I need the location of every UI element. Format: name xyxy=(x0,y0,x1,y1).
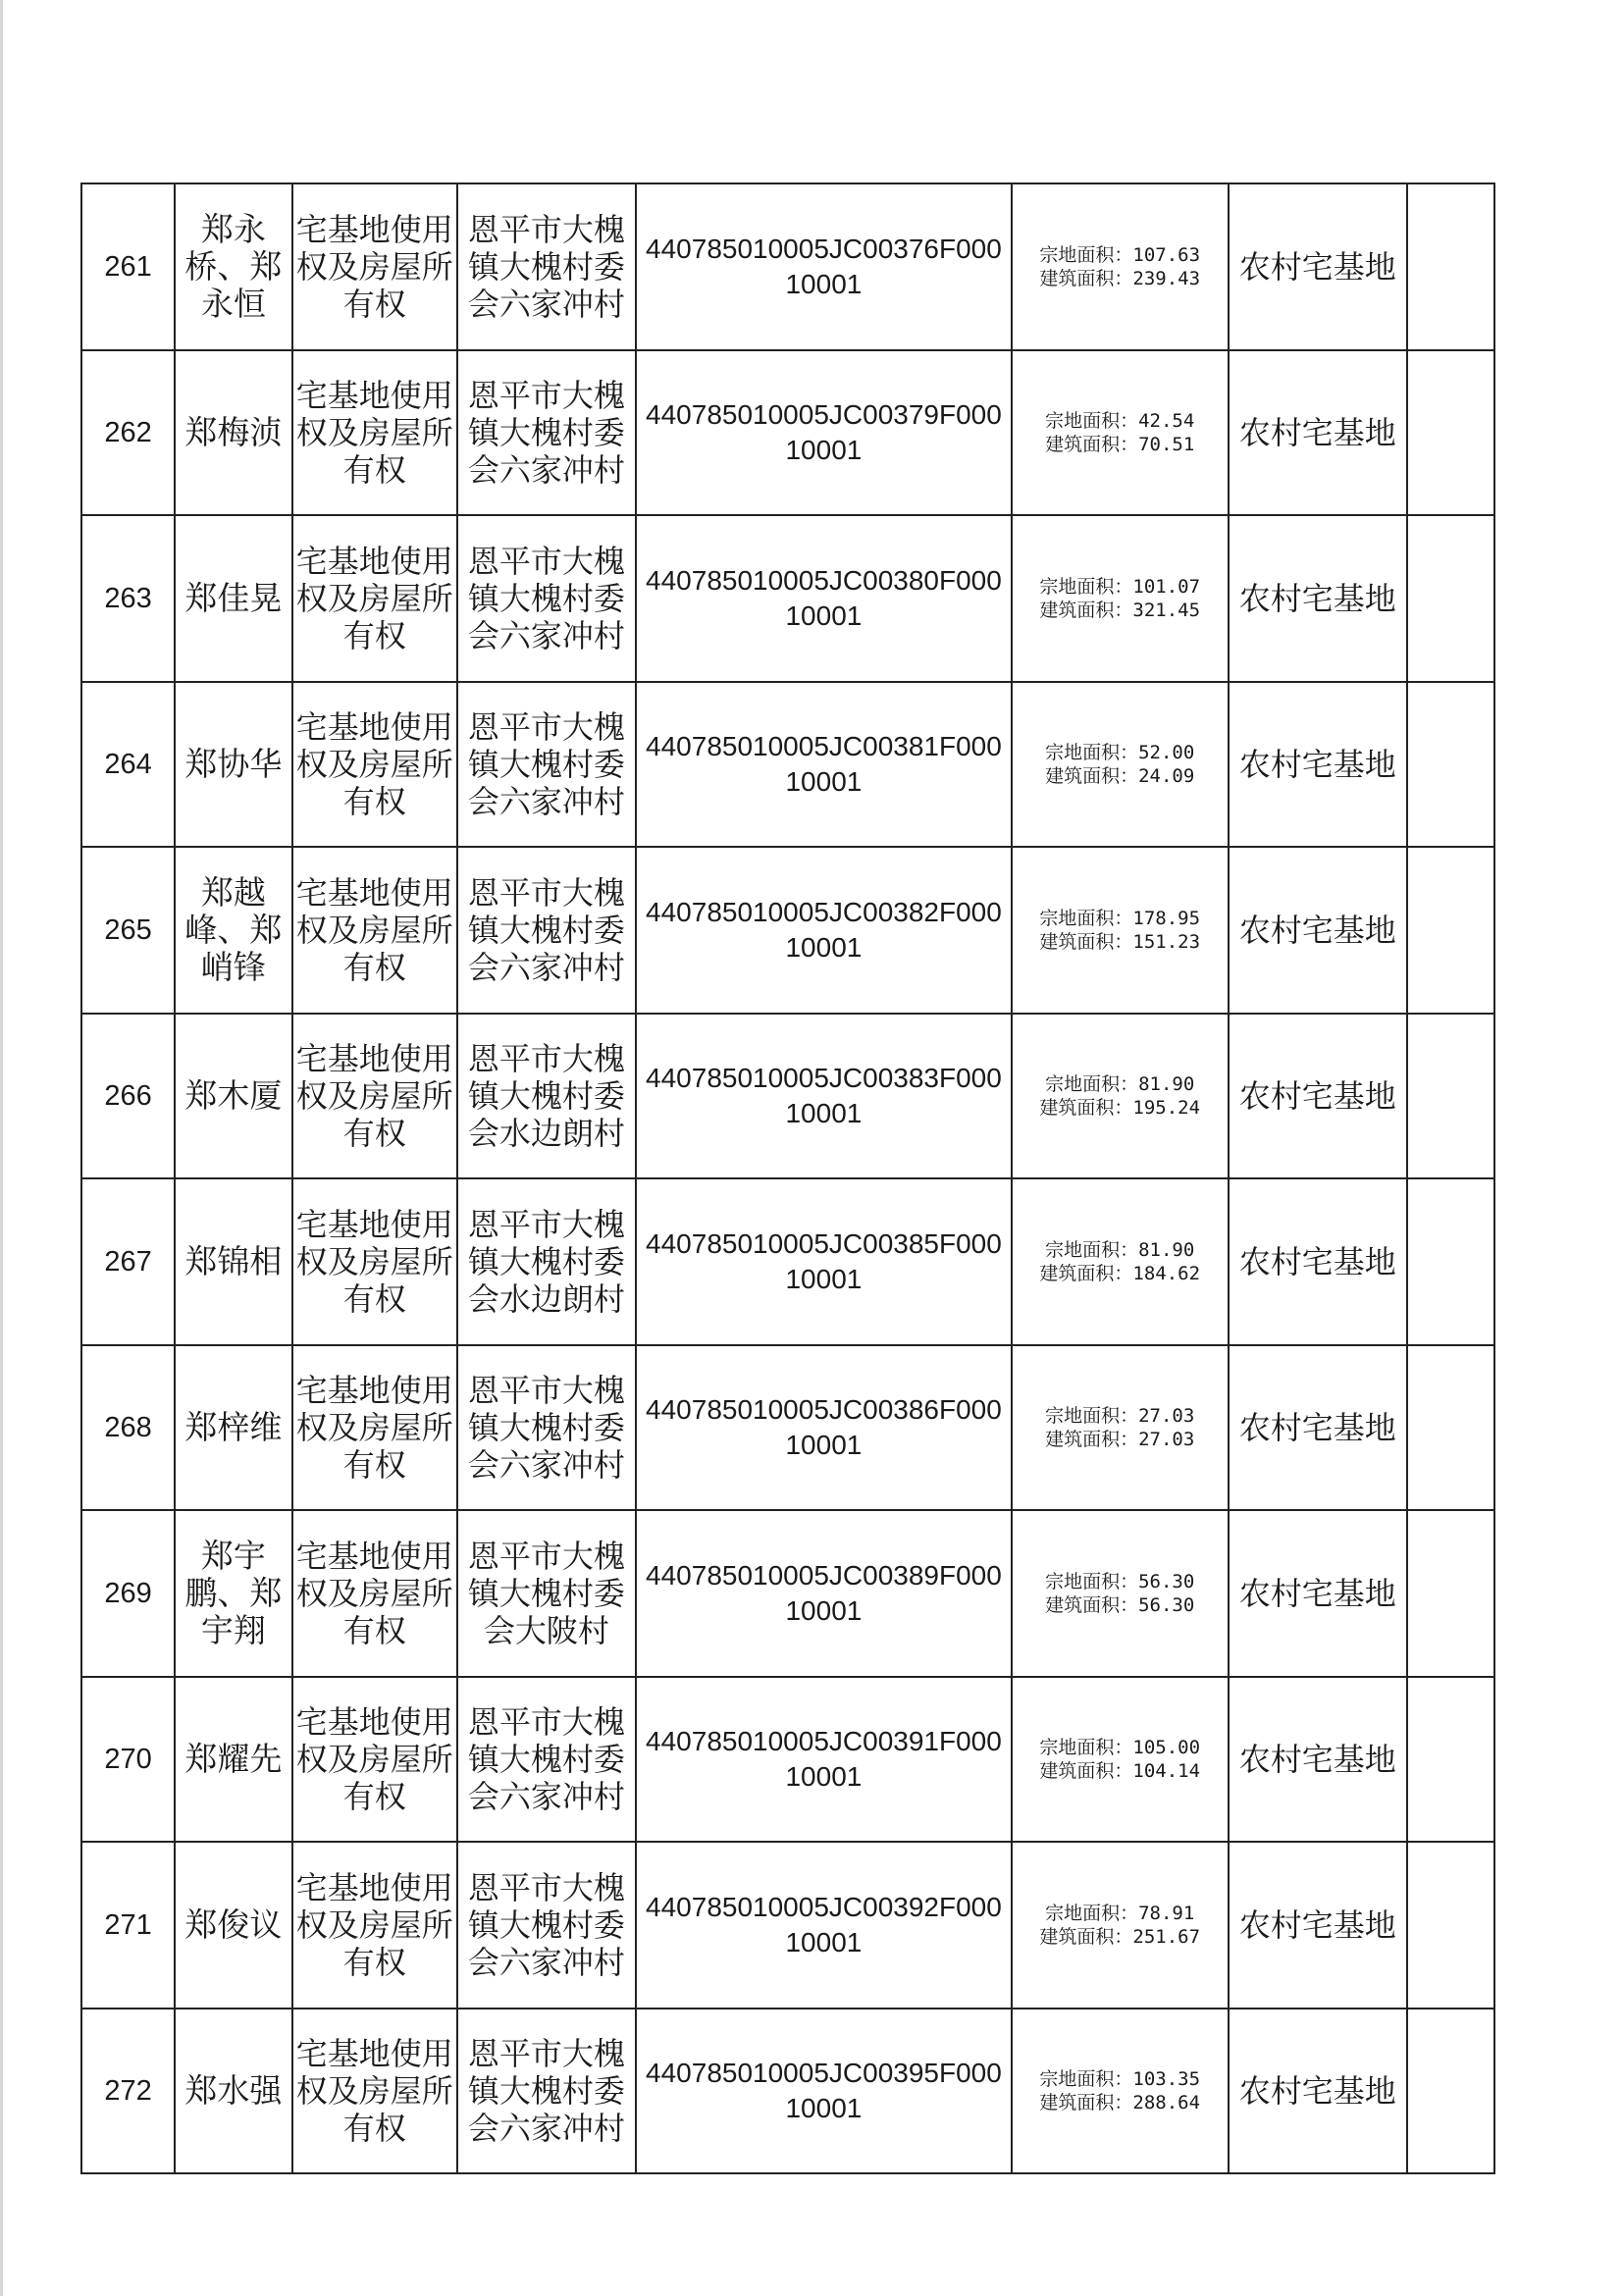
building-area-value: 239.43 xyxy=(1132,268,1201,289)
unit-code: 440785010005JC00376F00010001 xyxy=(636,183,1012,350)
building-area-value: 195.24 xyxy=(1132,1097,1201,1119)
land-use: 农村宅基地 xyxy=(1229,2009,1407,2173)
building-area-value: 56.30 xyxy=(1138,1594,1195,1616)
location: 恩平市大槐镇大槐村委会六家冲村 xyxy=(457,350,636,515)
owner-name: 郑锦相 xyxy=(175,1178,291,1345)
unit-code: 440785010005JC00382F00010001 xyxy=(636,847,1012,1014)
land-area-value: 27.03 xyxy=(1138,1405,1195,1427)
table-row xyxy=(81,183,1494,350)
unit-code: 440785010005JC00385F00010001 xyxy=(636,1178,1012,1345)
row-number: 272 xyxy=(81,2009,175,2173)
location: 恩平市大槐镇大槐村委会大陂村 xyxy=(457,1510,636,1677)
location: 恩平市大槐镇大槐村委会六家冲村 xyxy=(457,2009,636,2173)
land-area-label: 宗地面积： xyxy=(1045,1405,1139,1427)
building-area-line xyxy=(1016,1925,1225,1949)
right-type: 宅基地使用权及房屋所有权 xyxy=(292,1510,457,1677)
land-area-label: 宗地面积： xyxy=(1045,1571,1139,1592)
land-area-label: 宗地面积： xyxy=(1045,1239,1139,1261)
row-number: 270 xyxy=(81,1677,175,1842)
unit-code: 440785010005JC00381F00010001 xyxy=(636,682,1012,847)
land-area-line xyxy=(1016,1736,1225,1759)
land-use: 农村宅基地 xyxy=(1229,350,1407,515)
land-area-value: 101.07 xyxy=(1132,576,1201,598)
owner-name: 郑水强 xyxy=(175,2009,291,2173)
right-type: 宅基地使用权及房屋所有权 xyxy=(292,2009,457,2173)
row-number: 265 xyxy=(81,847,175,1014)
note xyxy=(1407,1345,1494,1510)
land-area-value: 178.95 xyxy=(1132,908,1201,929)
building-area-line xyxy=(1016,1262,1225,1285)
row-number: 269 xyxy=(81,1510,175,1677)
table-row xyxy=(81,1677,1494,1842)
registration-table xyxy=(80,183,1495,2174)
area-cell xyxy=(1012,1842,1229,2009)
note xyxy=(1407,1842,1494,2009)
building-area-label: 建筑面积： xyxy=(1039,1263,1133,1284)
land-area-line xyxy=(1016,575,1225,599)
table-row xyxy=(81,682,1494,847)
land-area-line xyxy=(1016,1072,1225,1096)
location: 恩平市大槐镇大槐村委会水边朗村 xyxy=(457,1178,636,1345)
land-area-value: 52.00 xyxy=(1138,742,1195,763)
building-area-value: 184.62 xyxy=(1132,1263,1201,1284)
land-area-line xyxy=(1016,409,1225,433)
owner-name: 郑越峰、郑峭锋 xyxy=(175,847,291,1014)
location: 恩平市大槐镇大槐村委会六家冲村 xyxy=(457,1345,636,1510)
land-area-line xyxy=(1016,2067,1225,2091)
unit-code: 440785010005JC00392F00010001 xyxy=(636,1842,1012,2009)
owner-name: 郑永桥、郑永恒 xyxy=(175,183,291,350)
land-use: 农村宅基地 xyxy=(1229,1842,1407,2009)
building-area-value: 104.14 xyxy=(1132,1760,1201,1782)
location: 恩平市大槐镇大槐村委会六家冲村 xyxy=(457,515,636,682)
land-area-label: 宗地面积： xyxy=(1039,908,1133,929)
row-number: 264 xyxy=(81,682,175,847)
land-area-label: 宗地面积： xyxy=(1045,742,1139,763)
note xyxy=(1407,847,1494,1014)
land-area-line xyxy=(1016,907,1225,930)
right-type: 宅基地使用权及房屋所有权 xyxy=(292,1345,457,1510)
building-area-value: 70.51 xyxy=(1138,434,1195,455)
area-cell xyxy=(1012,515,1229,682)
right-type: 宅基地使用权及房屋所有权 xyxy=(292,183,457,350)
building-area-label: 建筑面积： xyxy=(1039,600,1133,621)
land-area-label: 宗地面积： xyxy=(1039,576,1133,598)
owner-name: 郑佳晃 xyxy=(175,515,291,682)
land-area-line xyxy=(1016,1404,1225,1428)
land-use: 农村宅基地 xyxy=(1229,1345,1407,1510)
owner-name: 郑宇鹏、郑宇翔 xyxy=(175,1510,291,1677)
table-row xyxy=(81,847,1494,1014)
location: 恩平市大槐镇大槐村委会六家冲村 xyxy=(457,1842,636,2009)
building-area-label: 建筑面积： xyxy=(1045,1594,1139,1616)
table-row xyxy=(81,1842,1494,2009)
table-row xyxy=(81,515,1494,682)
note xyxy=(1407,515,1494,682)
land-use: 农村宅基地 xyxy=(1229,847,1407,1014)
building-area-line xyxy=(1016,599,1225,622)
building-area-line xyxy=(1016,267,1225,290)
area-cell xyxy=(1012,2009,1229,2173)
land-use: 农村宅基地 xyxy=(1229,1510,1407,1677)
note xyxy=(1407,350,1494,515)
unit-code: 440785010005JC00386F00010001 xyxy=(636,1345,1012,1510)
row-number: 271 xyxy=(81,1842,175,2009)
building-area-line xyxy=(1016,1593,1225,1617)
land-use: 农村宅基地 xyxy=(1229,183,1407,350)
land-use: 农村宅基地 xyxy=(1229,1677,1407,1842)
row-number: 267 xyxy=(81,1178,175,1345)
table-row xyxy=(81,1510,1494,1677)
building-area-value: 151.23 xyxy=(1132,931,1201,953)
owner-name: 郑木厦 xyxy=(175,1014,291,1178)
unit-code: 440785010005JC00380F00010001 xyxy=(636,515,1012,682)
location: 恩平市大槐镇大槐村委会水边朗村 xyxy=(457,1014,636,1178)
land-area-line xyxy=(1016,1238,1225,1262)
building-area-label: 建筑面积： xyxy=(1039,1926,1133,1948)
building-area-label: 建筑面积： xyxy=(1045,434,1139,455)
land-area-label: 宗地面积： xyxy=(1045,1073,1139,1095)
building-area-label: 建筑面积： xyxy=(1039,1097,1133,1119)
right-type: 宅基地使用权及房屋所有权 xyxy=(292,350,457,515)
owner-name: 郑耀先 xyxy=(175,1677,291,1842)
right-type: 宅基地使用权及房屋所有权 xyxy=(292,682,457,847)
owner-name: 郑梓维 xyxy=(175,1345,291,1510)
land-area-line xyxy=(1016,741,1225,764)
land-area-label: 宗地面积： xyxy=(1045,1903,1139,1924)
row-number: 262 xyxy=(81,350,175,515)
row-number: 261 xyxy=(81,183,175,350)
land-area-line xyxy=(1016,1902,1225,1925)
building-area-value: 321.45 xyxy=(1132,600,1201,621)
area-cell xyxy=(1012,847,1229,1014)
unit-code: 440785010005JC00383F00010001 xyxy=(636,1014,1012,1178)
land-area-label: 宗地面积： xyxy=(1039,1737,1133,1758)
right-type: 宅基地使用权及房屋所有权 xyxy=(292,515,457,682)
land-area-value: 105.00 xyxy=(1132,1737,1201,1758)
right-type: 宅基地使用权及房屋所有权 xyxy=(292,847,457,1014)
row-number: 268 xyxy=(81,1345,175,1510)
note xyxy=(1407,1677,1494,1842)
owner-name: 郑协华 xyxy=(175,682,291,847)
note xyxy=(1407,183,1494,350)
owner-name: 郑梅浈 xyxy=(175,350,291,515)
unit-code: 440785010005JC00379F00010001 xyxy=(636,350,1012,515)
building-area-line xyxy=(1016,1096,1225,1120)
building-area-label: 建筑面积： xyxy=(1039,931,1133,953)
unit-code: 440785010005JC00391F00010001 xyxy=(636,1677,1012,1842)
building-area-line xyxy=(1016,764,1225,788)
building-area-label: 建筑面积： xyxy=(1045,1429,1139,1450)
owner-name: 郑俊议 xyxy=(175,1842,291,2009)
land-area-value: 56.30 xyxy=(1138,1571,1195,1592)
note xyxy=(1407,1178,1494,1345)
land-area-value: 42.54 xyxy=(1138,410,1195,432)
land-area-line xyxy=(1016,1570,1225,1593)
building-area-value: 288.64 xyxy=(1132,2092,1201,2113)
building-area-value: 27.03 xyxy=(1138,1429,1195,1450)
land-area-line xyxy=(1016,243,1225,267)
building-area-line xyxy=(1016,1759,1225,1783)
land-use: 农村宅基地 xyxy=(1229,682,1407,847)
land-area-label: 宗地面积： xyxy=(1039,2068,1133,2090)
unit-code: 440785010005JC00389F00010001 xyxy=(636,1510,1012,1677)
land-area-value: 81.90 xyxy=(1138,1073,1195,1095)
unit-code: 440785010005JC00395F00010001 xyxy=(636,2009,1012,2173)
land-area-label: 宗地面积： xyxy=(1039,244,1133,266)
area-cell xyxy=(1012,1345,1229,1510)
area-cell xyxy=(1012,682,1229,847)
right-type: 宅基地使用权及房屋所有权 xyxy=(292,1842,457,2009)
building-area-value: 24.09 xyxy=(1138,765,1195,787)
area-cell xyxy=(1012,1014,1229,1178)
land-use: 农村宅基地 xyxy=(1229,1014,1407,1178)
land-area-value: 81.90 xyxy=(1138,1239,1195,1261)
area-cell xyxy=(1012,1178,1229,1345)
right-type: 宅基地使用权及房屋所有权 xyxy=(292,1014,457,1178)
area-cell xyxy=(1012,350,1229,515)
land-area-value: 78.91 xyxy=(1138,1903,1195,1924)
land-area-label: 宗地面积： xyxy=(1045,410,1139,432)
building-area-line xyxy=(1016,2091,1225,2114)
location: 恩平市大槐镇大槐村委会六家冲村 xyxy=(457,1677,636,1842)
table-row xyxy=(81,2009,1494,2173)
location: 恩平市大槐镇大槐村委会六家冲村 xyxy=(457,183,636,350)
building-area-line xyxy=(1016,1428,1225,1451)
right-type: 宅基地使用权及房屋所有权 xyxy=(292,1677,457,1842)
table-body xyxy=(81,183,1494,2173)
note xyxy=(1407,2009,1494,2173)
location: 恩平市大槐镇大槐村委会六家冲村 xyxy=(457,847,636,1014)
building-area-value: 251.67 xyxy=(1132,1926,1201,1948)
area-cell xyxy=(1012,1677,1229,1842)
row-number: 266 xyxy=(81,1014,175,1178)
building-area-line xyxy=(1016,433,1225,456)
land-use: 农村宅基地 xyxy=(1229,515,1407,682)
location: 恩平市大槐镇大槐村委会六家冲村 xyxy=(457,682,636,847)
table-row xyxy=(81,350,1494,515)
note xyxy=(1407,1510,1494,1677)
building-area-label: 建筑面积： xyxy=(1039,2092,1133,2113)
table-row xyxy=(81,1345,1494,1510)
land-area-value: 107.63 xyxy=(1132,244,1201,266)
land-area-value: 103.35 xyxy=(1132,2068,1201,2090)
note xyxy=(1407,1014,1494,1178)
table-row xyxy=(81,1178,1494,1345)
row-number: 263 xyxy=(81,515,175,682)
table-row xyxy=(81,1014,1494,1178)
note xyxy=(1407,682,1494,847)
area-cell xyxy=(1012,183,1229,350)
right-type: 宅基地使用权及房屋所有权 xyxy=(292,1178,457,1345)
land-use: 农村宅基地 xyxy=(1229,1178,1407,1345)
area-cell xyxy=(1012,1510,1229,1677)
building-area-label: 建筑面积： xyxy=(1039,268,1133,289)
building-area-line xyxy=(1016,930,1225,954)
building-area-label: 建筑面积： xyxy=(1045,765,1139,787)
building-area-label: 建筑面积： xyxy=(1039,1760,1133,1782)
